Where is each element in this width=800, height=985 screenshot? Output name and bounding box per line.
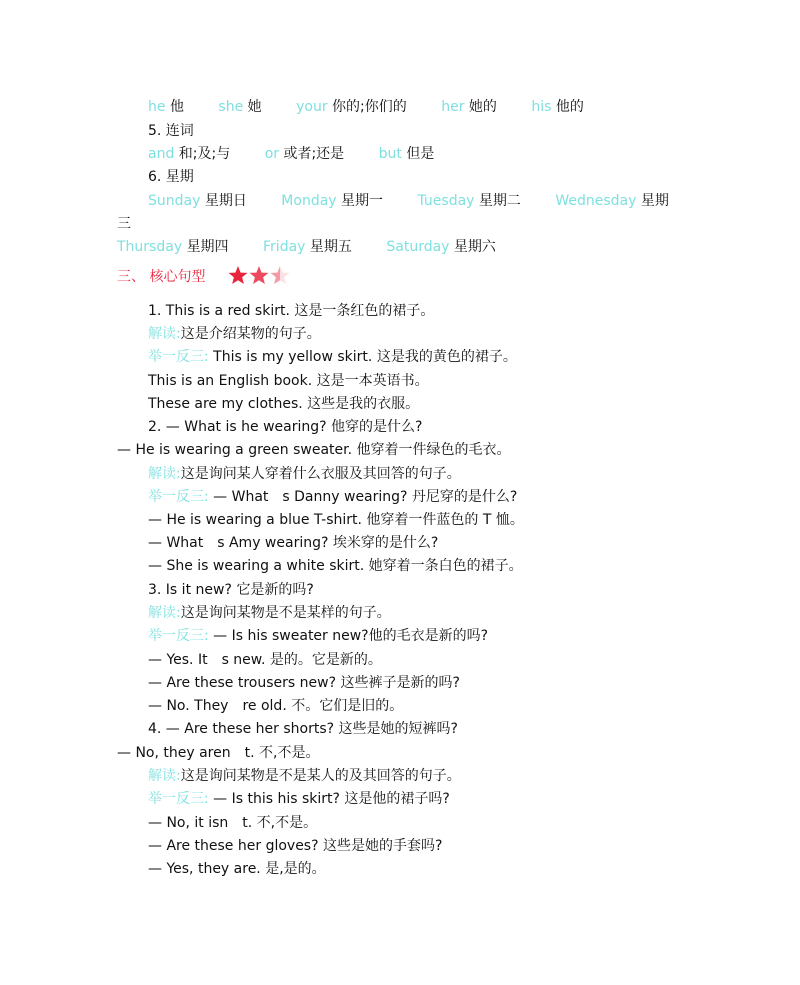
analysis-text: 这是询问某物是不是某样的句子。 — [180, 605, 391, 621]
section-title: 三、 核心句型 — [117, 269, 206, 285]
analysis-text: 这是询问某人穿着什么衣服及其回答的句子。 — [180, 466, 461, 482]
word-en: Tuesday — [417, 193, 475, 209]
word-en: he — [148, 99, 166, 115]
word-zh: 星期四 — [186, 239, 229, 255]
pattern-1-title: 1. This is a red skirt. 这是一条红色的裙子。 — [148, 303, 435, 319]
pattern-2-analysis — [148, 465, 461, 483]
example-text: — What s Danny wearing? 丹尼穿的是什么? — [213, 489, 518, 505]
word-en: but — [378, 146, 402, 162]
examples-label: 举一反三: — [148, 349, 209, 365]
analysis-text: 这是询问某物是不是某人的及其回答的句子。 — [180, 768, 461, 784]
word-en: and — [148, 146, 175, 162]
word-en: Monday — [281, 193, 337, 209]
pattern-4-answer: — No, they aren t. 不,不是。 — [117, 745, 320, 761]
pattern-2-title: 2. — What is he wearing? 他穿的是什么? — [148, 419, 423, 435]
word-zh: 和;及;与 — [178, 146, 231, 162]
word-en: Saturday — [386, 239, 450, 255]
pattern-4-title: 4. — Are these her shorts? 这些是她的短裤吗? — [148, 721, 458, 737]
conj-heading: 5. 连词 — [148, 123, 194, 139]
pattern-1-example: These are my clothes. 这些是我的衣服。 — [148, 396, 420, 412]
pattern-3-example: — Yes. It s new. 是的。它是新的。 — [148, 652, 382, 668]
analysis-label: 解读: — [148, 466, 181, 482]
conjunction-row — [148, 145, 434, 163]
word-en: your — [296, 99, 328, 115]
pattern-2-example: — What s Amy wearing? 埃米穿的是什么? — [148, 535, 439, 551]
pattern-4-example — [148, 790, 450, 808]
example-text: — Is this his skirt? 这是他的裙子吗? — [213, 791, 450, 807]
word-zh: 星期二 — [478, 193, 521, 209]
pattern-3-example — [148, 627, 488, 645]
pattern-4-example: — No, it isn t. 不,不是。 — [148, 815, 318, 831]
word-zh: 她 — [247, 99, 262, 115]
word-zh: 她的 — [468, 99, 497, 115]
weekday-row-2 — [117, 238, 496, 256]
pattern-3-example: — Are these trousers new? 这些裤子是新的吗? — [148, 675, 460, 691]
pattern-2-example — [148, 488, 517, 506]
examples-label: 举一反三: — [148, 489, 209, 505]
analysis-label: 解读: — [148, 605, 181, 621]
word-zh: 但是 — [406, 146, 435, 162]
pattern-3-title: 3. Is it new? 它是新的吗? — [148, 582, 314, 598]
analysis-text: 这是介绍某物的句子。 — [180, 326, 321, 342]
word-en: or — [264, 146, 280, 162]
pattern-4-analysis — [148, 767, 461, 785]
pronoun-row — [148, 98, 584, 116]
star-icon — [250, 266, 269, 284]
word-en: her — [441, 99, 465, 115]
pattern-2-example: — He is wearing a blue T-shirt. 他穿着一件蓝色的 T 恤。 — [148, 512, 524, 528]
examples-label: 举一反三: — [148, 628, 209, 644]
week-heading: 6. 星期 — [148, 169, 194, 185]
examples-label: 举一反三: — [148, 791, 209, 807]
word-en: Sunday — [148, 193, 201, 209]
pattern-3-example: — No. They re old. 不。它们是旧的。 — [148, 698, 404, 714]
word-zh: 星期六 — [453, 239, 496, 255]
word-en: Friday — [263, 239, 306, 255]
word-zh: 他 — [169, 99, 184, 115]
analysis-label: 解读: — [148, 326, 181, 342]
word-en: Thursday — [117, 239, 183, 255]
pattern-1-analysis — [148, 325, 321, 343]
word-en: Wednesday — [555, 193, 637, 209]
pattern-3-analysis — [148, 604, 391, 622]
example-text: This is my yellow skirt. 这是我的黄色的裙子。 — [213, 349, 517, 365]
star-icon — [229, 266, 248, 284]
pattern-1-example — [148, 348, 517, 366]
word-zh: 星期日 — [204, 193, 247, 209]
word-en: she — [218, 99, 244, 115]
star-half-icon — [271, 266, 290, 284]
pattern-2-example: — She is wearing a white skirt. 她穿着一条白色的裙子。 — [148, 558, 523, 574]
pattern-4-example: — Are these her gloves? 这些是她的手套吗? — [148, 838, 443, 854]
word-en: his — [531, 99, 552, 115]
pattern-2-answer: — He is wearing a green sweater. 他穿着一件绿色的毛衣。 — [117, 442, 511, 458]
weekday-row-1 — [148, 192, 669, 210]
word-zh: 你的;你们的 — [332, 99, 407, 115]
example-text: — Is his sweater new?他的毛衣是新的吗? — [213, 628, 489, 644]
wrap-char: 三 — [117, 216, 131, 232]
word-zh: 或者;还是 — [283, 146, 345, 162]
pattern-4-example: — Yes, they are. 是,是的。 — [148, 861, 326, 877]
word-zh: 星期一 — [341, 193, 384, 209]
word-zh: 他的 — [555, 99, 584, 115]
pattern-1-example: This is an English book. 这是一本英语书。 — [148, 373, 429, 389]
star-rating — [228, 265, 292, 287]
word-zh: 星期 — [640, 193, 669, 209]
word-zh: 星期五 — [309, 239, 352, 255]
analysis-label: 解读: — [148, 768, 181, 784]
